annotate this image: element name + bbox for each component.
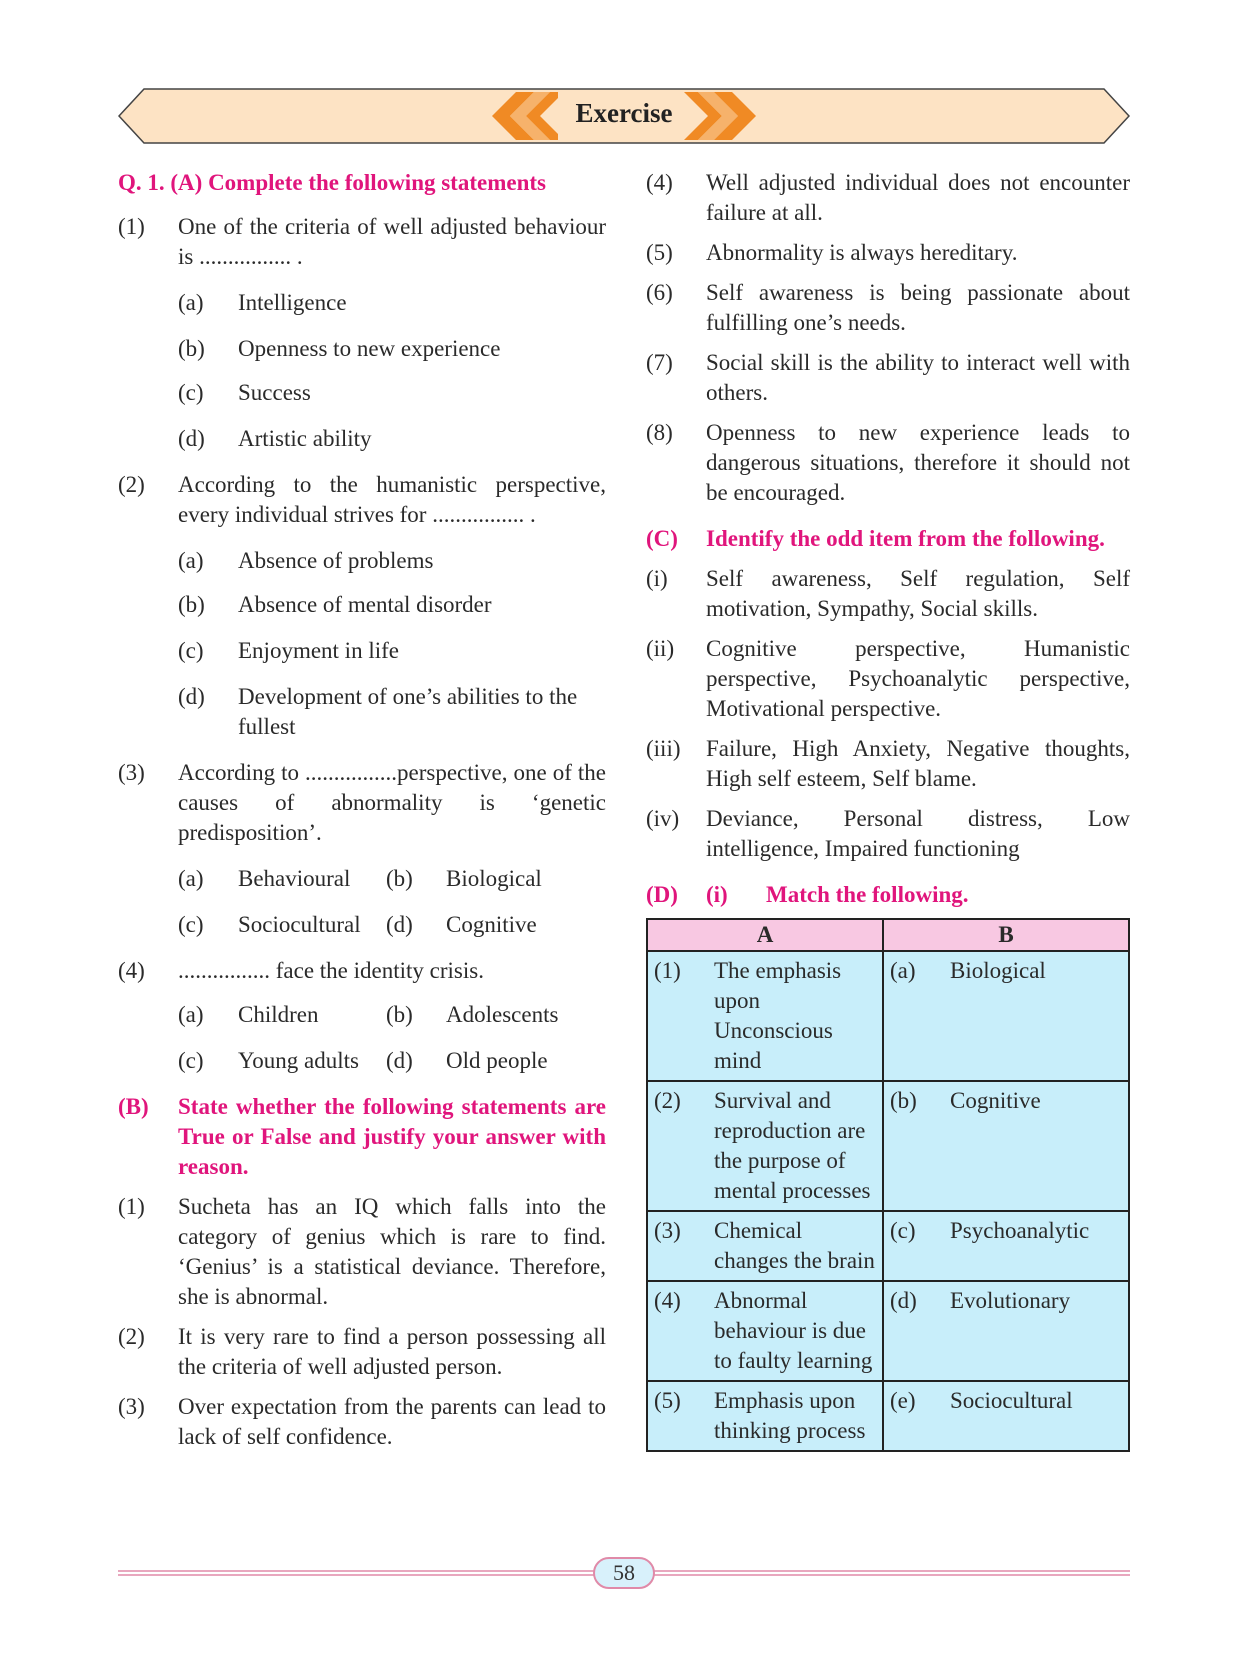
cell-text: Chemical changes the brain bbox=[714, 1218, 875, 1273]
cell-number: (3) bbox=[654, 1218, 681, 1243]
table-row bbox=[647, 951, 1129, 1081]
cell-number: (c) bbox=[890, 1218, 916, 1243]
statement bbox=[646, 418, 1130, 508]
statement bbox=[118, 1192, 606, 1312]
statement bbox=[646, 278, 1130, 338]
item-number: (iii) bbox=[646, 736, 681, 761]
option-label: (a) bbox=[178, 866, 204, 891]
cell-number: (2) bbox=[654, 1088, 681, 1113]
option-label: (d) bbox=[386, 1048, 413, 1073]
statement bbox=[118, 1322, 606, 1382]
cell-number: (1) bbox=[654, 958, 681, 983]
option-label: (b) bbox=[386, 1002, 413, 1027]
statement bbox=[646, 238, 1130, 268]
table-row bbox=[647, 1211, 1129, 1281]
option-label: (c) bbox=[178, 912, 204, 937]
option-label: (b) bbox=[178, 336, 205, 361]
option-text: Development of one’s abilities to the fullest bbox=[238, 684, 578, 739]
section-a-heading bbox=[118, 168, 606, 198]
cell-number: (e) bbox=[890, 1388, 916, 1413]
cell-text: Psychoanalytic bbox=[950, 1218, 1090, 1243]
table-cell-a bbox=[647, 951, 883, 1081]
question-a1 bbox=[118, 212, 606, 272]
option-text: Success bbox=[238, 380, 311, 405]
option-label: (d) bbox=[178, 426, 205, 451]
statement-text: Sucheta has an IQ which falls into the category of genius which is rare to find. ‘Genius’ is a statistical deviance. Therefore, she is abnormal. bbox=[178, 1194, 606, 1309]
statement-number: (7) bbox=[646, 350, 673, 375]
statement-text: Openness to new experience leads to dangerous situations, therefore it should not be encouraged. bbox=[706, 420, 1130, 505]
table-cell-b bbox=[883, 1211, 1129, 1281]
option-text: Enjoyment in life bbox=[238, 638, 399, 663]
statement-text: Self awareness is being passionate about fulfilling one’s needs. bbox=[706, 280, 1130, 335]
item-number: (iv) bbox=[646, 806, 680, 831]
option-label: (a) bbox=[178, 1002, 204, 1027]
item-text: Failure, High Anxiety, Negative thoughts, High self esteem, Self blame. bbox=[706, 736, 1130, 791]
cell-number: (5) bbox=[654, 1388, 681, 1413]
statement bbox=[646, 348, 1130, 408]
table-cell-b bbox=[883, 1281, 1129, 1381]
section-label: (C) bbox=[646, 526, 678, 551]
odd-item bbox=[646, 634, 1130, 724]
page-footer bbox=[118, 1555, 1130, 1595]
section-label: (B) bbox=[118, 1094, 149, 1119]
table-row bbox=[647, 1081, 1129, 1211]
option-label: (b) bbox=[178, 592, 205, 617]
question-a3 bbox=[118, 758, 606, 848]
statement-number: (2) bbox=[118, 1324, 145, 1349]
cell-text: Evolutionary bbox=[950, 1288, 1071, 1313]
question-number: (2) bbox=[118, 472, 145, 497]
option-text: Old people bbox=[446, 1048, 548, 1073]
option bbox=[178, 590, 606, 620]
option-label: (a) bbox=[178, 290, 204, 315]
option-text: Cognitive bbox=[446, 912, 537, 937]
exercise-banner bbox=[118, 88, 1130, 144]
option-text: Young adults bbox=[238, 1048, 359, 1073]
odd-item bbox=[646, 564, 1130, 624]
option bbox=[178, 334, 606, 364]
table-cell-a bbox=[647, 1381, 883, 1451]
section-c-heading bbox=[646, 524, 1130, 554]
section-b-heading bbox=[118, 1092, 606, 1182]
option-text: Children bbox=[238, 1002, 319, 1027]
statement bbox=[118, 1392, 606, 1452]
question-number: (4) bbox=[118, 958, 145, 983]
table-cell-a bbox=[647, 1281, 883, 1381]
statement-text: Well adjusted individual does not encounter failure at all. bbox=[706, 170, 1130, 225]
item-text: Cognitive perspective, Humanistic perspective, Psychoanalytic perspective, Motivational perspective. bbox=[706, 636, 1130, 721]
cell-text: Sociocultural bbox=[950, 1388, 1073, 1413]
table-header-row bbox=[647, 919, 1129, 951]
table-cell-a bbox=[647, 1081, 883, 1211]
item-text: Deviance, Personal distress, Low intelligence, Impaired functioning bbox=[706, 806, 1130, 861]
option-label: (d) bbox=[386, 912, 413, 937]
table-cell-a bbox=[647, 1211, 883, 1281]
statement bbox=[646, 168, 1130, 228]
option bbox=[178, 424, 606, 454]
option-text: Intelligence bbox=[238, 290, 347, 315]
item-number: (ii) bbox=[646, 636, 675, 661]
option-label: (a) bbox=[178, 548, 204, 573]
statement-text: Over expectation from the parents can lead to lack of self confidence. bbox=[178, 1394, 606, 1449]
column-a-header: A bbox=[647, 919, 883, 951]
statement-number: (8) bbox=[646, 420, 673, 445]
column-b-header: B bbox=[883, 919, 1129, 951]
section-title: Identify the odd item from the following. bbox=[706, 526, 1105, 551]
table-cell-b bbox=[883, 1381, 1129, 1451]
option-label: (c) bbox=[178, 1048, 204, 1073]
cell-text: The emphasis upon Unconscious mind bbox=[714, 958, 842, 1073]
question-label: Q. 1. bbox=[118, 170, 165, 195]
section-d-heading bbox=[646, 880, 1130, 910]
item-number: (i) bbox=[646, 566, 668, 591]
statement-number: (4) bbox=[646, 170, 673, 195]
statement-text: Abnormality is always hereditary. bbox=[706, 240, 1018, 265]
match-table bbox=[646, 918, 1130, 1452]
table-row bbox=[647, 1281, 1129, 1381]
statement-text: Social skill is the ability to interact well with others. bbox=[706, 350, 1130, 405]
section-sub-label: (i) bbox=[706, 882, 728, 907]
option-text: Absence of mental disorder bbox=[238, 592, 492, 617]
item-text: Self awareness, Self regulation, Self motivation, Sympathy, Social skills. bbox=[706, 566, 1130, 621]
option-text: Openness to new experience bbox=[238, 336, 501, 361]
question-a2 bbox=[118, 470, 606, 530]
section-a-title: (A) Complete the following statements bbox=[170, 170, 546, 195]
cell-number: (d) bbox=[890, 1288, 917, 1313]
option-text: Absence of problems bbox=[238, 548, 434, 573]
option-pair bbox=[178, 1046, 606, 1076]
option-label: (d) bbox=[178, 684, 205, 709]
cell-text: Emphasis upon thinking process bbox=[714, 1388, 866, 1443]
option-text: Artistic ability bbox=[238, 426, 372, 451]
option-text: Behavioural bbox=[238, 866, 351, 891]
statement-number: (5) bbox=[646, 240, 673, 265]
question-text: According to ................perspective, one of the causes of abnormality is ‘genetic predisposition’. bbox=[178, 760, 606, 845]
section-title: Match the following. bbox=[766, 882, 969, 907]
question-number: (1) bbox=[118, 214, 145, 239]
option-label: (c) bbox=[178, 380, 204, 405]
statement-number: (3) bbox=[118, 1394, 145, 1419]
option-text: Biological bbox=[446, 866, 542, 891]
table-row bbox=[647, 1381, 1129, 1451]
option-label: (b) bbox=[386, 866, 413, 891]
option-text: Sociocultural bbox=[238, 912, 361, 937]
option bbox=[178, 288, 606, 318]
question-text: According to the humanistic perspective, every individual strives for ................ . bbox=[178, 472, 606, 527]
option bbox=[178, 546, 606, 576]
question-text: ................ face the identity crisis. bbox=[178, 958, 484, 983]
question-text: One of the criteria of well adjusted behaviour is ................ . bbox=[178, 214, 606, 269]
page-title: Exercise bbox=[575, 98, 673, 128]
cell-text: Survival and reproduction are the purpose of mental processes bbox=[714, 1088, 871, 1203]
statement-text: It is very rare to find a person possessing all the criteria of well adjusted person. bbox=[178, 1324, 606, 1379]
left-column bbox=[118, 168, 606, 1452]
section-label: (D) bbox=[646, 882, 678, 907]
cell-text: Cognitive bbox=[950, 1088, 1041, 1113]
option-pair bbox=[178, 1000, 606, 1030]
cell-text: Abnormal behaviour is due to faulty learning bbox=[714, 1288, 873, 1373]
cell-number: (4) bbox=[654, 1288, 681, 1313]
section-title: State whether the following statements are True or False and justify your answer with reason. bbox=[178, 1094, 606, 1179]
question-a4 bbox=[118, 956, 606, 986]
question-number: (3) bbox=[118, 760, 145, 785]
option-pair bbox=[178, 864, 606, 894]
table-cell-b bbox=[883, 1081, 1129, 1211]
table-cell-b bbox=[883, 951, 1129, 1081]
option bbox=[178, 682, 606, 742]
option-text: Adolescents bbox=[446, 1002, 559, 1027]
option bbox=[178, 636, 606, 666]
odd-item bbox=[646, 734, 1130, 794]
page-number: 58 bbox=[613, 1560, 635, 1585]
statement-number: (6) bbox=[646, 280, 673, 305]
cell-number: (b) bbox=[890, 1088, 917, 1113]
option-pair bbox=[178, 910, 606, 940]
cell-text: Biological bbox=[950, 958, 1046, 983]
cell-number: (a) bbox=[890, 958, 916, 983]
option bbox=[178, 378, 606, 408]
odd-item bbox=[646, 804, 1130, 864]
right-column bbox=[646, 168, 1130, 1452]
option-label: (c) bbox=[178, 638, 204, 663]
statement-number: (1) bbox=[118, 1194, 145, 1219]
